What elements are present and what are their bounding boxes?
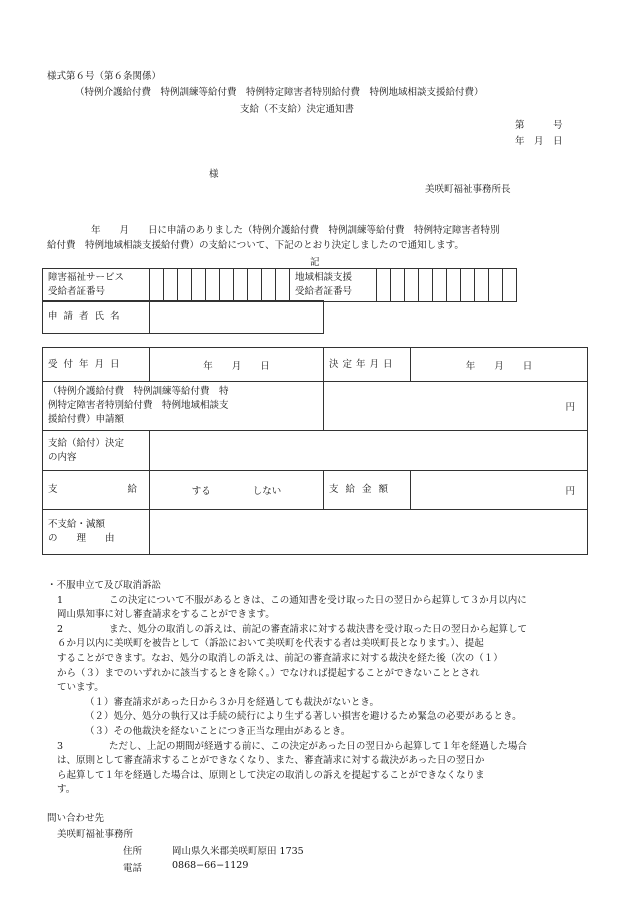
contact-office: 美咲町福祉事務所 bbox=[57, 829, 134, 840]
contact-address: 岡山県久米郡美咲町原田 1735 bbox=[172, 846, 304, 857]
payment-label: 支 給 bbox=[43, 471, 150, 510]
regional-digit-box[interactable] bbox=[419, 269, 433, 302]
contact-phone[interactable]: 0868−66−1129 bbox=[172, 860, 249, 871]
decision-table bbox=[42, 347, 588, 555]
document-title: 支給（不支給）決定通知書 bbox=[240, 104, 355, 115]
cert-digit-box[interactable] bbox=[220, 269, 234, 302]
cert-digit-box[interactable] bbox=[164, 269, 178, 302]
payment-amount-field[interactable]: 円 bbox=[411, 471, 588, 510]
document-number: 第 号 bbox=[515, 120, 563, 131]
received-date-value[interactable]: 年 月 日 bbox=[150, 348, 324, 382]
regional-digit-box[interactable] bbox=[433, 269, 447, 302]
appeal-notes: ・不服申立て及び取消訴訟 1 この決定について不服があるときは、この通知書を受け取った日の翌日から起算して３か月以内に 岡山県知事に対し審査請求をすることができます。 2 また、処分の取消しの訴えは、前記の審査請求に対する裁決書を受け取った日の翌日から起算して ６か月以内に美咲町を被告として（訴訟において美咲町を代表する者は美咲町長となります。）、提起 することができます。なお、処分の取消しの訴えは、前記の審査請求に対する裁決を経た後（次の（１） から（３）までのいずれかに該当するときを除く。）でなければ提起することができないこととされ ています。 （１）審査請求があった日から３か月を経過しても裁決がないとき。 （２）処分、処分の執行又は手続の続行により生ずる著しい損害を避けるため緊急の必要があるとき。 （３）その他裁決を経ないことにつき正当な理由があるとき。 3 ただし、上記の期間が経過する前に、この決定があった日の翌日から起算して１年を経過した場合 は、原則として審査請求することができなくなり、また、審査請求に対する裁決があった日の翌日か ら起算して１年を経過した場合は、原則として決定の取消しの訴えを提起することができなくなりま す。 bbox=[47, 580, 528, 796]
received-date-label: 受付年月日 bbox=[43, 348, 150, 382]
addressee-suffix: 様 bbox=[209, 169, 219, 180]
applicant-table bbox=[42, 300, 324, 334]
issue-date: 年 月 日 bbox=[515, 136, 563, 147]
notes-heading: ・不服申立て及び取消訴訟 bbox=[47, 580, 162, 591]
decision-content-label: 支給（給付）決定 の内容 bbox=[43, 431, 150, 471]
cert-digit-box[interactable] bbox=[234, 269, 248, 302]
cert-digit-box[interactable] bbox=[262, 269, 276, 302]
requested-amount-field[interactable]: 円 bbox=[324, 382, 588, 431]
cert-digit-box[interactable] bbox=[206, 269, 220, 302]
pay-option-yes[interactable]: する bbox=[191, 486, 211, 497]
cert-digit-box[interactable] bbox=[276, 269, 290, 302]
applicant-name-field[interactable] bbox=[150, 301, 324, 334]
regional-digit-box[interactable] bbox=[461, 269, 475, 302]
cert-digit-box[interactable] bbox=[150, 269, 164, 302]
contact-address-label: 住所 bbox=[123, 846, 143, 857]
decision-date-value[interactable]: 年 月 日 bbox=[411, 348, 588, 382]
rejection-reason-field[interactable] bbox=[150, 510, 588, 555]
regional-cert-label: 地域相談支援 受給者証番号 bbox=[290, 269, 377, 302]
benefit-types-subtitle: （特例介護給付費 特例訓練等給付費 特例特定障害者特別給付費 特例地域相談支援給付費） bbox=[75, 87, 484, 98]
regional-digit-box[interactable] bbox=[377, 269, 391, 302]
ki-heading: 記 bbox=[310, 257, 320, 268]
sender-name: 美咲町福祉事務所長 bbox=[425, 184, 511, 195]
regional-digit-box[interactable] bbox=[391, 269, 405, 302]
certificate-table bbox=[42, 268, 517, 302]
regional-digit-box[interactable] bbox=[405, 269, 419, 302]
regional-digit-box[interactable] bbox=[503, 269, 517, 302]
cert-digit-box[interactable] bbox=[248, 269, 262, 302]
form-number: 様式第６号（第６条関係） bbox=[47, 71, 162, 82]
pay-option-no[interactable]: しない bbox=[252, 486, 282, 497]
decision-date-label: 決定年月日 bbox=[324, 348, 411, 382]
intro-line-1: 年 月 日に申請のありました（特例介護給付費 特例訓練等給付費 特例特定障害者特別 bbox=[91, 225, 500, 236]
regional-digit-box[interactable] bbox=[475, 269, 489, 302]
applicant-name-label: 申請者氏名 bbox=[43, 301, 150, 334]
payment-amount-label: 支給金額 bbox=[324, 471, 411, 510]
rejection-reason-label: 不支給・減額 の 理 由 bbox=[43, 510, 150, 555]
regional-digit-box[interactable] bbox=[489, 269, 503, 302]
contact-heading: 問い合わせ先 bbox=[47, 813, 105, 824]
cert-digit-box[interactable] bbox=[178, 269, 192, 302]
payment-options bbox=[150, 471, 324, 510]
service-cert-label: 障害福祉サービス 受給者証番号 bbox=[43, 269, 150, 302]
regional-digit-box[interactable] bbox=[447, 269, 461, 302]
decision-content-field[interactable] bbox=[150, 431, 588, 471]
contact-phone-label: 電話 bbox=[123, 863, 143, 874]
requested-amount-label: （特例介護給付費 特例訓練等給付費 特 例特定障害者特別給付費 特例地域相談支 援給付費）申請額 bbox=[43, 382, 324, 431]
intro-line-2: 給付費 特例地域相談支援給付費）の支給について、下記のとおり決定しましたので通知します。 bbox=[47, 240, 464, 251]
cert-digit-box[interactable] bbox=[192, 269, 206, 302]
